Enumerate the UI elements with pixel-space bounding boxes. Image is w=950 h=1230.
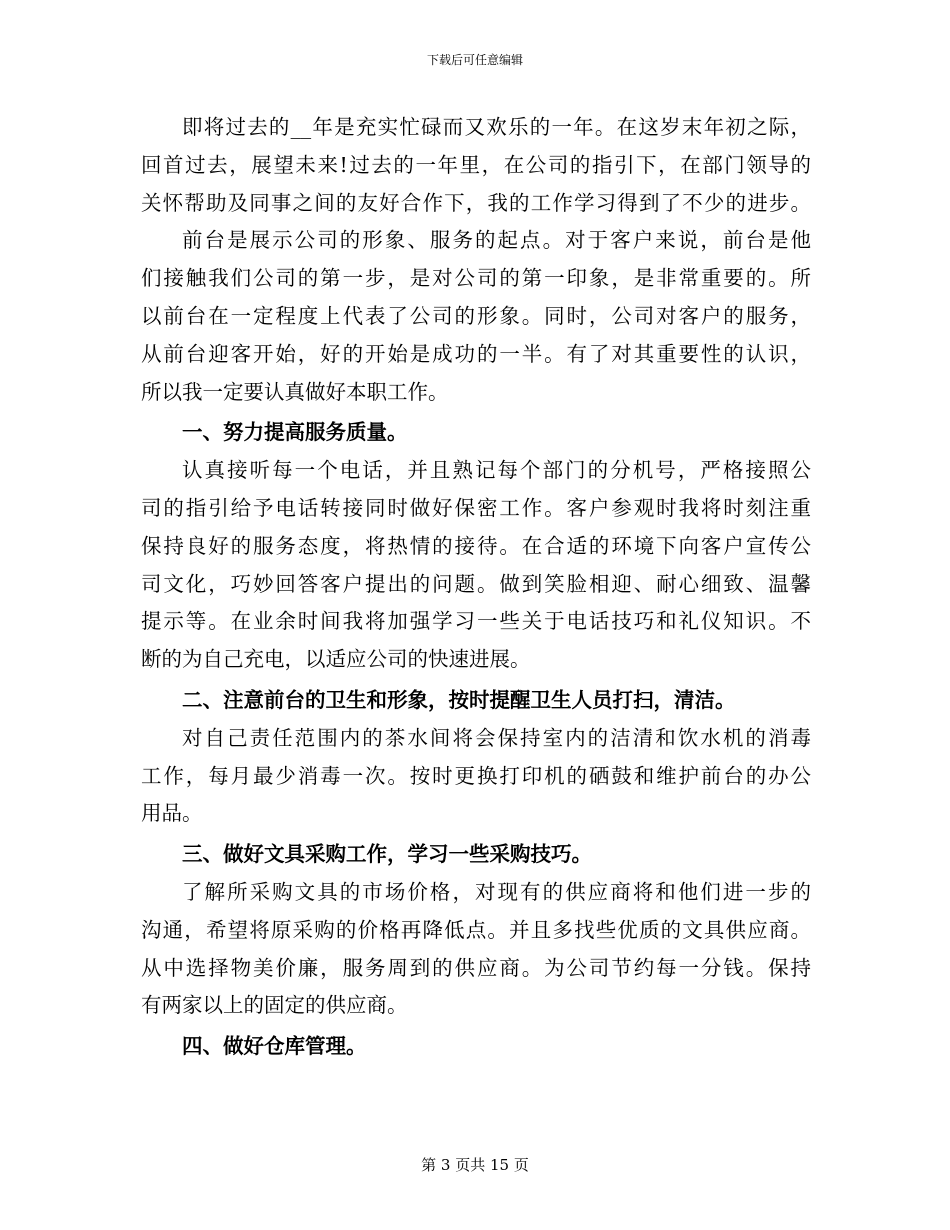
text-line: 即将过去的__年是充实忙碌而又欢乐的一年。在这岁末年初之际， — [182, 115, 811, 139]
text-line: 断的为自己充电，以适应公司的快速进展。 — [141, 647, 531, 672]
text-line: 沟通，希望将原采购的价格再降低点。并且多找些优质的文具供应商。 — [141, 917, 811, 942]
text-line: 认真接听每一个电话，并且熟记每个部门的分机号，严格接照公 — [182, 458, 811, 483]
text-line: 了解所采购文具的市场价格，对现有的供应商将和他们进一步的 — [182, 879, 811, 904]
text-line: 从中选择物美价廉，服务周到的供应商。为公司节约每一分钱。保持 — [141, 955, 811, 980]
paragraph — [141, 109, 811, 222]
text-line: 司文化，巧妙回答客户提出的问题。做到笑脸相迎、耐心细致、温馨 — [141, 571, 811, 596]
text-line: 们接触我们公司的第一步，是对公司的第一印象，是非常重要的。所 — [141, 266, 811, 291]
paragraph — [141, 222, 811, 411]
section-heading: 二、注意前台的卫生和形象，按时提醒卫生人员打扫，清洁。 — [182, 687, 736, 712]
section-heading: 四、做好仓库管理。 — [182, 1034, 367, 1059]
section-heading: 三、做好文具采购工作，学习一些采购技巧。 — [182, 842, 592, 867]
text-line: 保持良好的服务态度，将热情的接待。在合适的环境下向客户宣传公 — [141, 533, 811, 558]
section-heading: 一、努力提高服务质量。 — [182, 420, 408, 445]
text-line: 以前台在一定程度上代表了公司的形象。同时，公司对客户的服务， — [141, 303, 811, 328]
text-line: 提示等。在业余时间我将加强学习一些关于电话技巧和礼仪知识。不 — [141, 609, 811, 634]
page-header: 下载后可任意编辑 — [426, 53, 523, 67]
text-line: 用品。 — [141, 801, 203, 826]
paragraph — [141, 874, 811, 1025]
text-line: 关怀帮助及同事之间的友好合作下，我的工作学习得到了不少的进步。 — [141, 190, 811, 215]
text-line: 所以我一定要认真做好本职工作。 — [141, 379, 449, 404]
paragraph — [141, 452, 811, 679]
text-line: 有两家以上的固定的供应商。 — [141, 993, 408, 1018]
document-body — [141, 109, 811, 1066]
text-line: 从前台迎客开始，好的开始是成功的一半。有了对其重要性的认识， — [141, 341, 811, 366]
text-line: 对自己责任范围内的茶水间将会保持室内的洁清和饮水机的消毒 — [182, 725, 811, 750]
text-line: 前台是展示公司的形象、服务的起点。对于客户来说，前台是他 — [182, 228, 811, 253]
text-line: 司的指引给予电话转接同时做好保密工作。客户参观时我将时刻注重 — [141, 495, 811, 520]
paragraph — [141, 720, 811, 833]
text-line: 工作，每月最少消毒一次。按时更换打印机的硒鼓和维护前台的办公 — [141, 763, 811, 788]
page-footer: 第 3 页共 15 页 — [421, 1156, 529, 1174]
text-line: 回首过去，展望未来!过去的一年里，在公司的指引下，在部门领导的 — [141, 152, 811, 177]
